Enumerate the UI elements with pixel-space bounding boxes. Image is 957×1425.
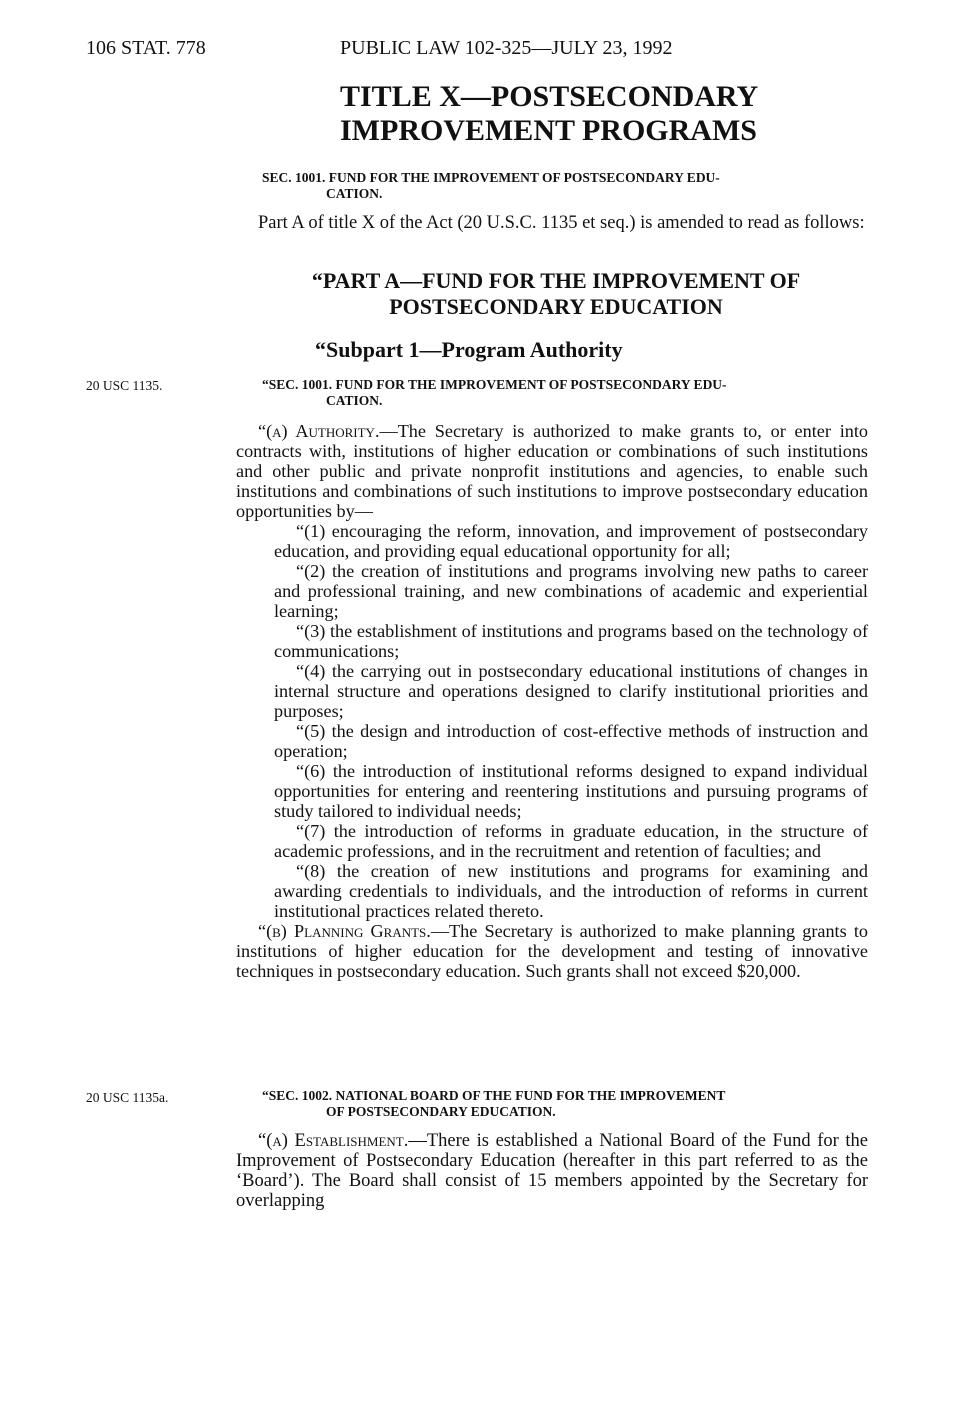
establishment-text: —There is established a National Board of the Fund for the Improvement of Postsecondary Education (hereafter in this part referred to as the ‘Board’). The Board shall consist of 15 members appointed by the Secretary for overlapping bbox=[236, 1131, 868, 1211]
section-heading-text: SEC. 1001. FUND FOR THE IMPROVEMENT OF POSTSECONDARY EDU- bbox=[262, 170, 720, 185]
list-item-3: “(3) the establishment of institutions and programs based on the technology of communications; bbox=[274, 621, 868, 661]
title-line-2: IMPROVEMENT PROGRAMS bbox=[340, 114, 757, 147]
inner-section-1001-heading bbox=[262, 377, 868, 409]
section-1002-body bbox=[236, 1131, 868, 1211]
list-item-5: “(5) the design and introduction of cost-effective methods of instruction and operation; bbox=[274, 721, 868, 761]
part-a-line-1: “PART A—FUND FOR THE IMPROVEMENT OF bbox=[311, 268, 801, 293]
list-item-1: “(1) encouraging the reform, innovation, and improvement of postsecondary education, and providing equal educational opportunity for all; bbox=[274, 521, 868, 561]
subsection-b-text: —The Secretary is authorized to make planning grants to institutions of higher education for the development and testing of innovative techniques in postsecondary education. Such grants shall not exceed $20,000. bbox=[236, 921, 868, 981]
stat-citation: 106 STAT. 778 bbox=[86, 37, 206, 59]
section-1002-heading-text: “SEC. 1002. NATIONAL BOARD OF THE FUND FOR THE IMPROVEMENT bbox=[262, 1088, 726, 1103]
list-item-6: “(6) the introduction of institutional reforms designed to expand individual opportunities for entering and reentering institutions and pursuing programs of study tailored to individual needs; bbox=[274, 761, 868, 821]
establishment-label: “(a) Establishment. bbox=[258, 1131, 409, 1151]
running-header: PUBLIC LAW 102-325—JULY 23, 1992 bbox=[340, 37, 673, 59]
list-item-7: “(7) the introduction of reforms in graduate education, in the structure of academic professions, and in the recruitment and retention of faculties; and bbox=[274, 821, 868, 861]
amendment-intro bbox=[236, 213, 868, 233]
title-line-1: TITLE X—POSTSECONDARY bbox=[340, 80, 759, 113]
section-1002-heading bbox=[262, 1088, 868, 1120]
margin-note-1135: 20 USC 1135. bbox=[86, 378, 163, 393]
subpart-heading: “Subpart 1—Program Authority bbox=[315, 337, 623, 362]
subsection-b bbox=[236, 921, 868, 981]
part-a-heading bbox=[256, 268, 856, 320]
list-item-2: “(2) the creation of institutions and programs involving new paths to career and professional training, and new combinations of academic and experiential learning; bbox=[274, 561, 868, 621]
inner-heading-text: “SEC. 1001. FUND FOR THE IMPROVEMENT OF POSTSECONDARY EDU- bbox=[262, 377, 727, 392]
section-1001-body bbox=[236, 421, 868, 981]
establishment-paragraph bbox=[236, 1131, 868, 1211]
subsection-a-text: —The Secretary is authorized to make grants to, or enter into contracts with, institutions of higher education or combinations of such institutions and other public and private nonprofit institutions and agencies, to enable such institutions and combinations of such institutions to improve postsecondary education opportunities by— bbox=[236, 421, 869, 521]
subsection-a bbox=[236, 421, 868, 521]
list-item-4: “(4) the carrying out in postsecondary educational institutions of changes in internal structure and operations designed to clarify institutional priorities and purposes; bbox=[274, 661, 868, 721]
subsection-b-label: “(b) Planning Grants. bbox=[258, 921, 431, 941]
amendment-text: Part A of title X of the Act (20 U.S.C. 1135 et seq.) is amended to read as follows: bbox=[258, 213, 865, 233]
margin-note-1135a: 20 USC 1135a. bbox=[86, 1090, 169, 1105]
list-item-8: “(8) the creation of new institutions and programs for examining and awarding credentials to individuals, and the introduction of reforms in current institutional practices related thereto. bbox=[274, 861, 868, 921]
section-1002-heading-cont: OF POSTSECONDARY EDUCATION. bbox=[326, 1104, 556, 1119]
part-a-line-2: POSTSECONDARY EDUCATION bbox=[389, 294, 723, 319]
subsection-a-label: “(a) Authority. bbox=[258, 421, 380, 441]
section-heading-cont: CATION. bbox=[326, 186, 383, 201]
section-1001-heading bbox=[262, 170, 868, 202]
title-heading bbox=[340, 80, 758, 148]
inner-heading-cont: CATION. bbox=[326, 393, 383, 408]
